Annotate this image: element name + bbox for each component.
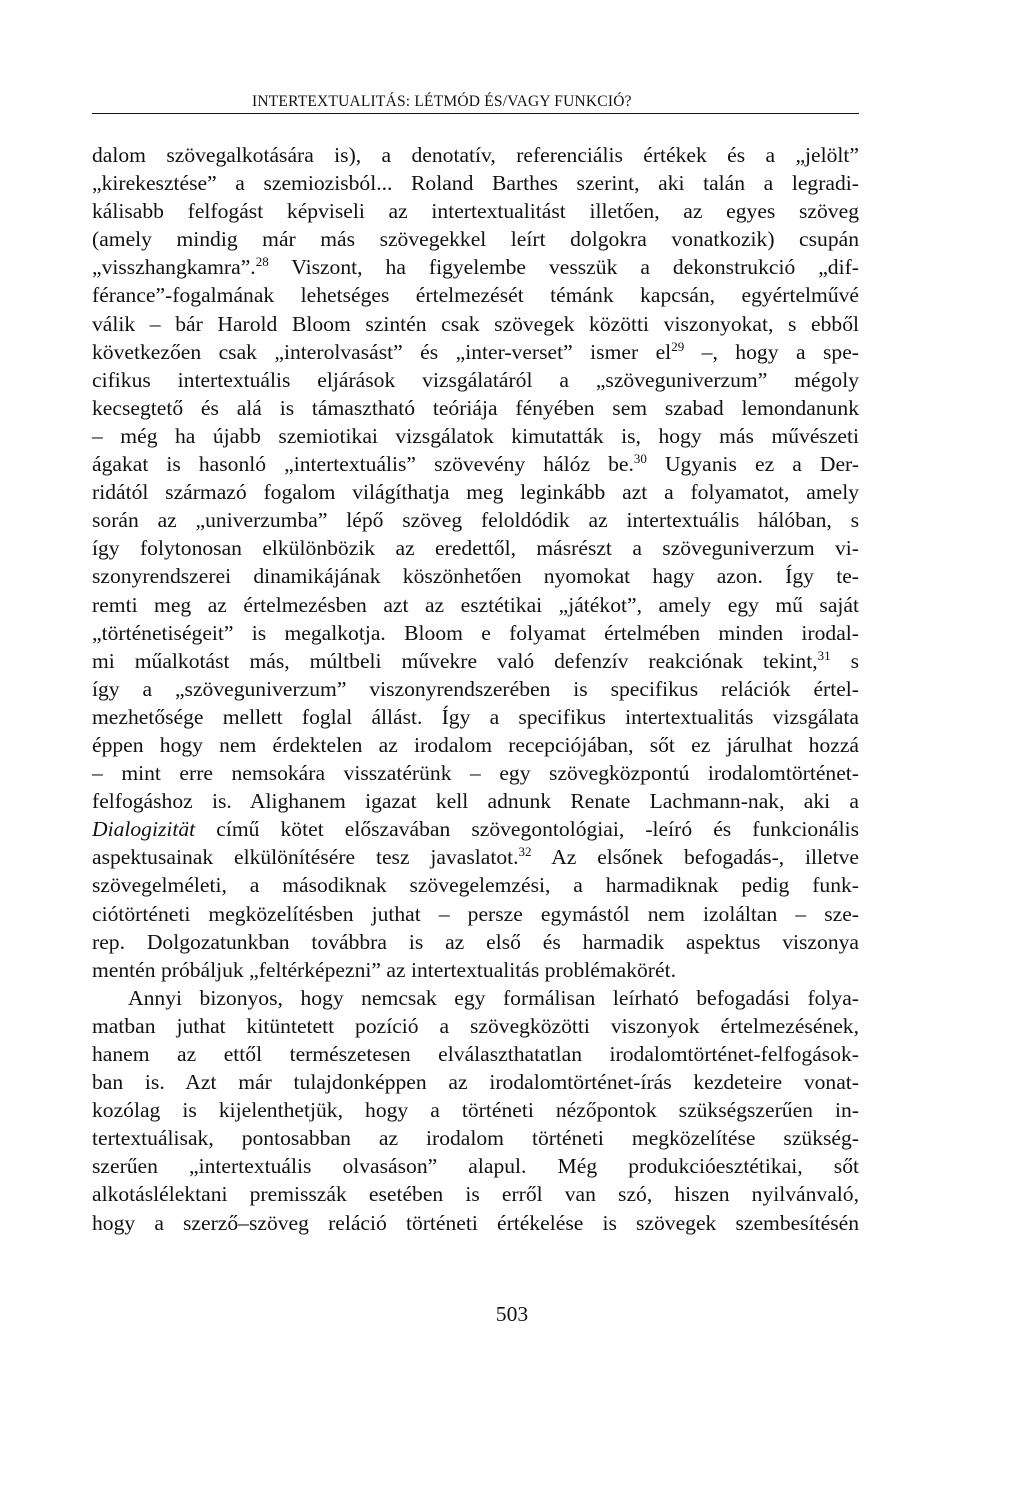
text-line xyxy=(92,591,859,619)
text-run: ban is. Azt már tulajdonképpen az irodalomtörténet-írás kezdeteire vonat- xyxy=(92,1070,859,1095)
text-run: hogy a szerző–szöveg reláció történeti értékelése is szövegek szembesítésén xyxy=(92,1210,859,1235)
text-run: így a „szöveguniverzum” viszonyrendszerében is specifikus relációk értel- xyxy=(92,676,859,701)
footnote-marker: 29 xyxy=(671,338,685,354)
text-run: szövegelméleti, a másodiknak szövegelemzési, a harmadiknak pedig funk- xyxy=(92,873,859,898)
footnote-marker: 31 xyxy=(817,647,831,663)
text-run: aspektusainak elkülönítésére tesz javaslatot. xyxy=(92,845,519,870)
text-line xyxy=(92,197,859,225)
text-line xyxy=(92,731,859,759)
paragraph xyxy=(92,984,859,1237)
text-run: során az „univerzumba” lépő szöveg feloldódik az intertextuális hálóban, s xyxy=(92,508,859,533)
text-run: így folytonosan elkülönbözik az eredettől, másrészt a szöveguniverzum vi- xyxy=(92,536,859,561)
text-line xyxy=(92,787,859,815)
text-line xyxy=(92,225,859,253)
text-run: éppen hogy nem érdektelen az irodalom recepciójában, sőt ez járulhat hozzá xyxy=(92,732,859,757)
text-line xyxy=(92,1180,859,1208)
text-run: Annyi bizonyos, hogy nemcsak egy formálisan leírható befogadási folya- xyxy=(128,985,859,1010)
text-line xyxy=(92,815,859,843)
text-line xyxy=(92,1124,859,1152)
text-run: ciótörténeti megközelítésben juthat – persze egymástól nem izoláltan – sze- xyxy=(92,901,859,926)
text-line xyxy=(92,310,859,338)
text-run: kecsegtető és alá is támasztható teóriája fényében sem szabad lemondanunk xyxy=(92,395,859,420)
text-line xyxy=(92,506,859,534)
text-run: – még ha újabb szemiotikai vizsgálatok kimutatták is, hogy más művészeti xyxy=(92,423,859,448)
text-line xyxy=(92,871,859,899)
text-run: szonyrendszerei dinamikájának köszönhetően nyomokat hagy azon. Így te- xyxy=(92,564,859,589)
text-run: s xyxy=(830,648,859,673)
text-line xyxy=(92,478,859,506)
text-line xyxy=(92,984,859,1012)
text-line xyxy=(92,956,859,984)
text-run: dalom szövegalkotására is), a denotatív, referenciális értékek és a „jelölt” xyxy=(92,143,859,167)
footnote-marker: 32 xyxy=(518,844,532,860)
text-run: kozólag is kijelenthetjük, hogy a történeti nézőpontok szükségszerűen in- xyxy=(92,1098,859,1123)
text-run: tertextuálisak, pontosabban az irodalom történeti megközelítése szükség- xyxy=(92,1126,859,1151)
text-line xyxy=(92,253,859,281)
text-run: következően csak „interolvasást” és „inter-verset” ismer el xyxy=(92,339,672,364)
text-run: ágakat is hasonló „intertextuális” szövevény hálóz be. xyxy=(92,452,634,477)
text-run: – mint erre nemsokára visszatérünk – egy szövegközpontú irodalomtörténet- xyxy=(92,761,859,786)
text-line xyxy=(92,647,859,675)
footnote-marker: 30 xyxy=(633,451,647,467)
text-line xyxy=(92,675,859,703)
text-run: (amely mindig már más szövegekkel leírt dolgokra vonatkozik) csupán xyxy=(92,227,859,252)
text-run: mezhetősége mellett foglal állást. Így a specifikus intertextualitás vizsgálata xyxy=(92,704,859,729)
text-line xyxy=(92,843,859,871)
text-line xyxy=(92,562,859,590)
text-line xyxy=(92,928,859,956)
text-run: Viszont, ha figyelembe vesszük a dekonstrukció „dif- xyxy=(268,255,859,280)
text-run: című kötet előszavában szövegontológiai, -leíró és funkcionális xyxy=(195,817,859,842)
paragraph xyxy=(92,141,859,984)
text-run: Az elsőnek befogadás-, illetve xyxy=(531,845,859,870)
text-run: mi műalkotást más, múltbeli művekre való defenzív reakciónak tekint, xyxy=(92,648,818,673)
text-run: kálisabb felfogást képviseli az intertextualitást illetően, az egyes szöveg xyxy=(92,199,859,224)
text-run: Ugyanis ez a Der- xyxy=(646,452,859,477)
text-run: rep. Dolgozatunkban továbbra is az első és harmadik aspektus viszonya xyxy=(92,929,859,954)
text-run: „visszhangkamra”. xyxy=(92,255,256,280)
text-run: „kirekesztése” a szemiozisból... Roland Barthes szerint, aki talán a legradi- xyxy=(92,171,859,196)
text-line xyxy=(92,534,859,562)
italic-title: Dialogizität xyxy=(92,817,196,842)
text-run: cifikus intertextuális eljárások vizsgálatáról a „szöveguniverzum” mégoly xyxy=(92,367,859,392)
text-run: ridától származó fogalom világíthatja meg leginkább azt a folyamatot, amely xyxy=(92,480,859,505)
text-line xyxy=(92,1209,859,1237)
text-line xyxy=(92,366,859,394)
body-text xyxy=(92,141,859,1237)
text-line xyxy=(92,1152,859,1180)
text-line xyxy=(92,703,859,731)
text-line xyxy=(92,1068,859,1096)
text-run: „történetiségeit” is megalkotja. Bloom e folyamat értelmében minden irodal- xyxy=(92,620,859,645)
text-line xyxy=(92,759,859,787)
text-line xyxy=(92,338,859,366)
text-line xyxy=(92,141,859,169)
text-run: alkotáslélektani premisszák esetében is erről van szó, hiszen nyilvánvaló, xyxy=(92,1182,859,1207)
text-line xyxy=(92,619,859,647)
text-run: –, hogy a spe- xyxy=(684,339,859,364)
text-line xyxy=(92,394,859,422)
text-line xyxy=(92,450,859,478)
text-line xyxy=(92,422,859,450)
page-number: 503 xyxy=(495,1302,529,1326)
text-run: remti meg az értelmezésben azt az esztétikai „játékot”, amely egy mű saját xyxy=(92,592,859,617)
text-run: matban juthat kitüntetett pozíció a szövegközötti viszonyok értelmezésének, xyxy=(92,1013,859,1038)
text-run: hanem az ettől természetesen elválaszthatatlan irodalomtörténet-felfogások- xyxy=(92,1042,859,1066)
text-run: felfogáshoz is. Alighanem igazat kell adnunk Renate Lachmann-nak, aki a xyxy=(92,789,859,814)
text-run: mentén próbáljuk „feltérképezni” az intertextualitás problémakörét. xyxy=(92,957,676,982)
running-head xyxy=(92,91,859,114)
text-line xyxy=(92,1012,859,1040)
footnote-marker: 28 xyxy=(255,254,269,270)
running-title: INTERTEXTUALITÁS: LÉTMÓD ÉS/VAGY FUNKCIÓ? xyxy=(252,93,632,110)
text-line xyxy=(92,281,859,309)
text-line xyxy=(92,1040,859,1068)
text-run: válik – bár Harold Bloom szintén csak szövegek közötti viszonyokat, s ebből xyxy=(92,311,859,336)
text-line xyxy=(92,1096,859,1124)
text-run: szerűen „intertextuális olvasáson” alapul. Még produkcióesztétikai, sőt xyxy=(92,1154,859,1179)
text-line xyxy=(92,169,859,197)
text-line xyxy=(92,900,859,928)
text-run: férance”-fogalmának lehetséges értelmezését témánk kapcsán, egyértelművé xyxy=(92,283,859,308)
